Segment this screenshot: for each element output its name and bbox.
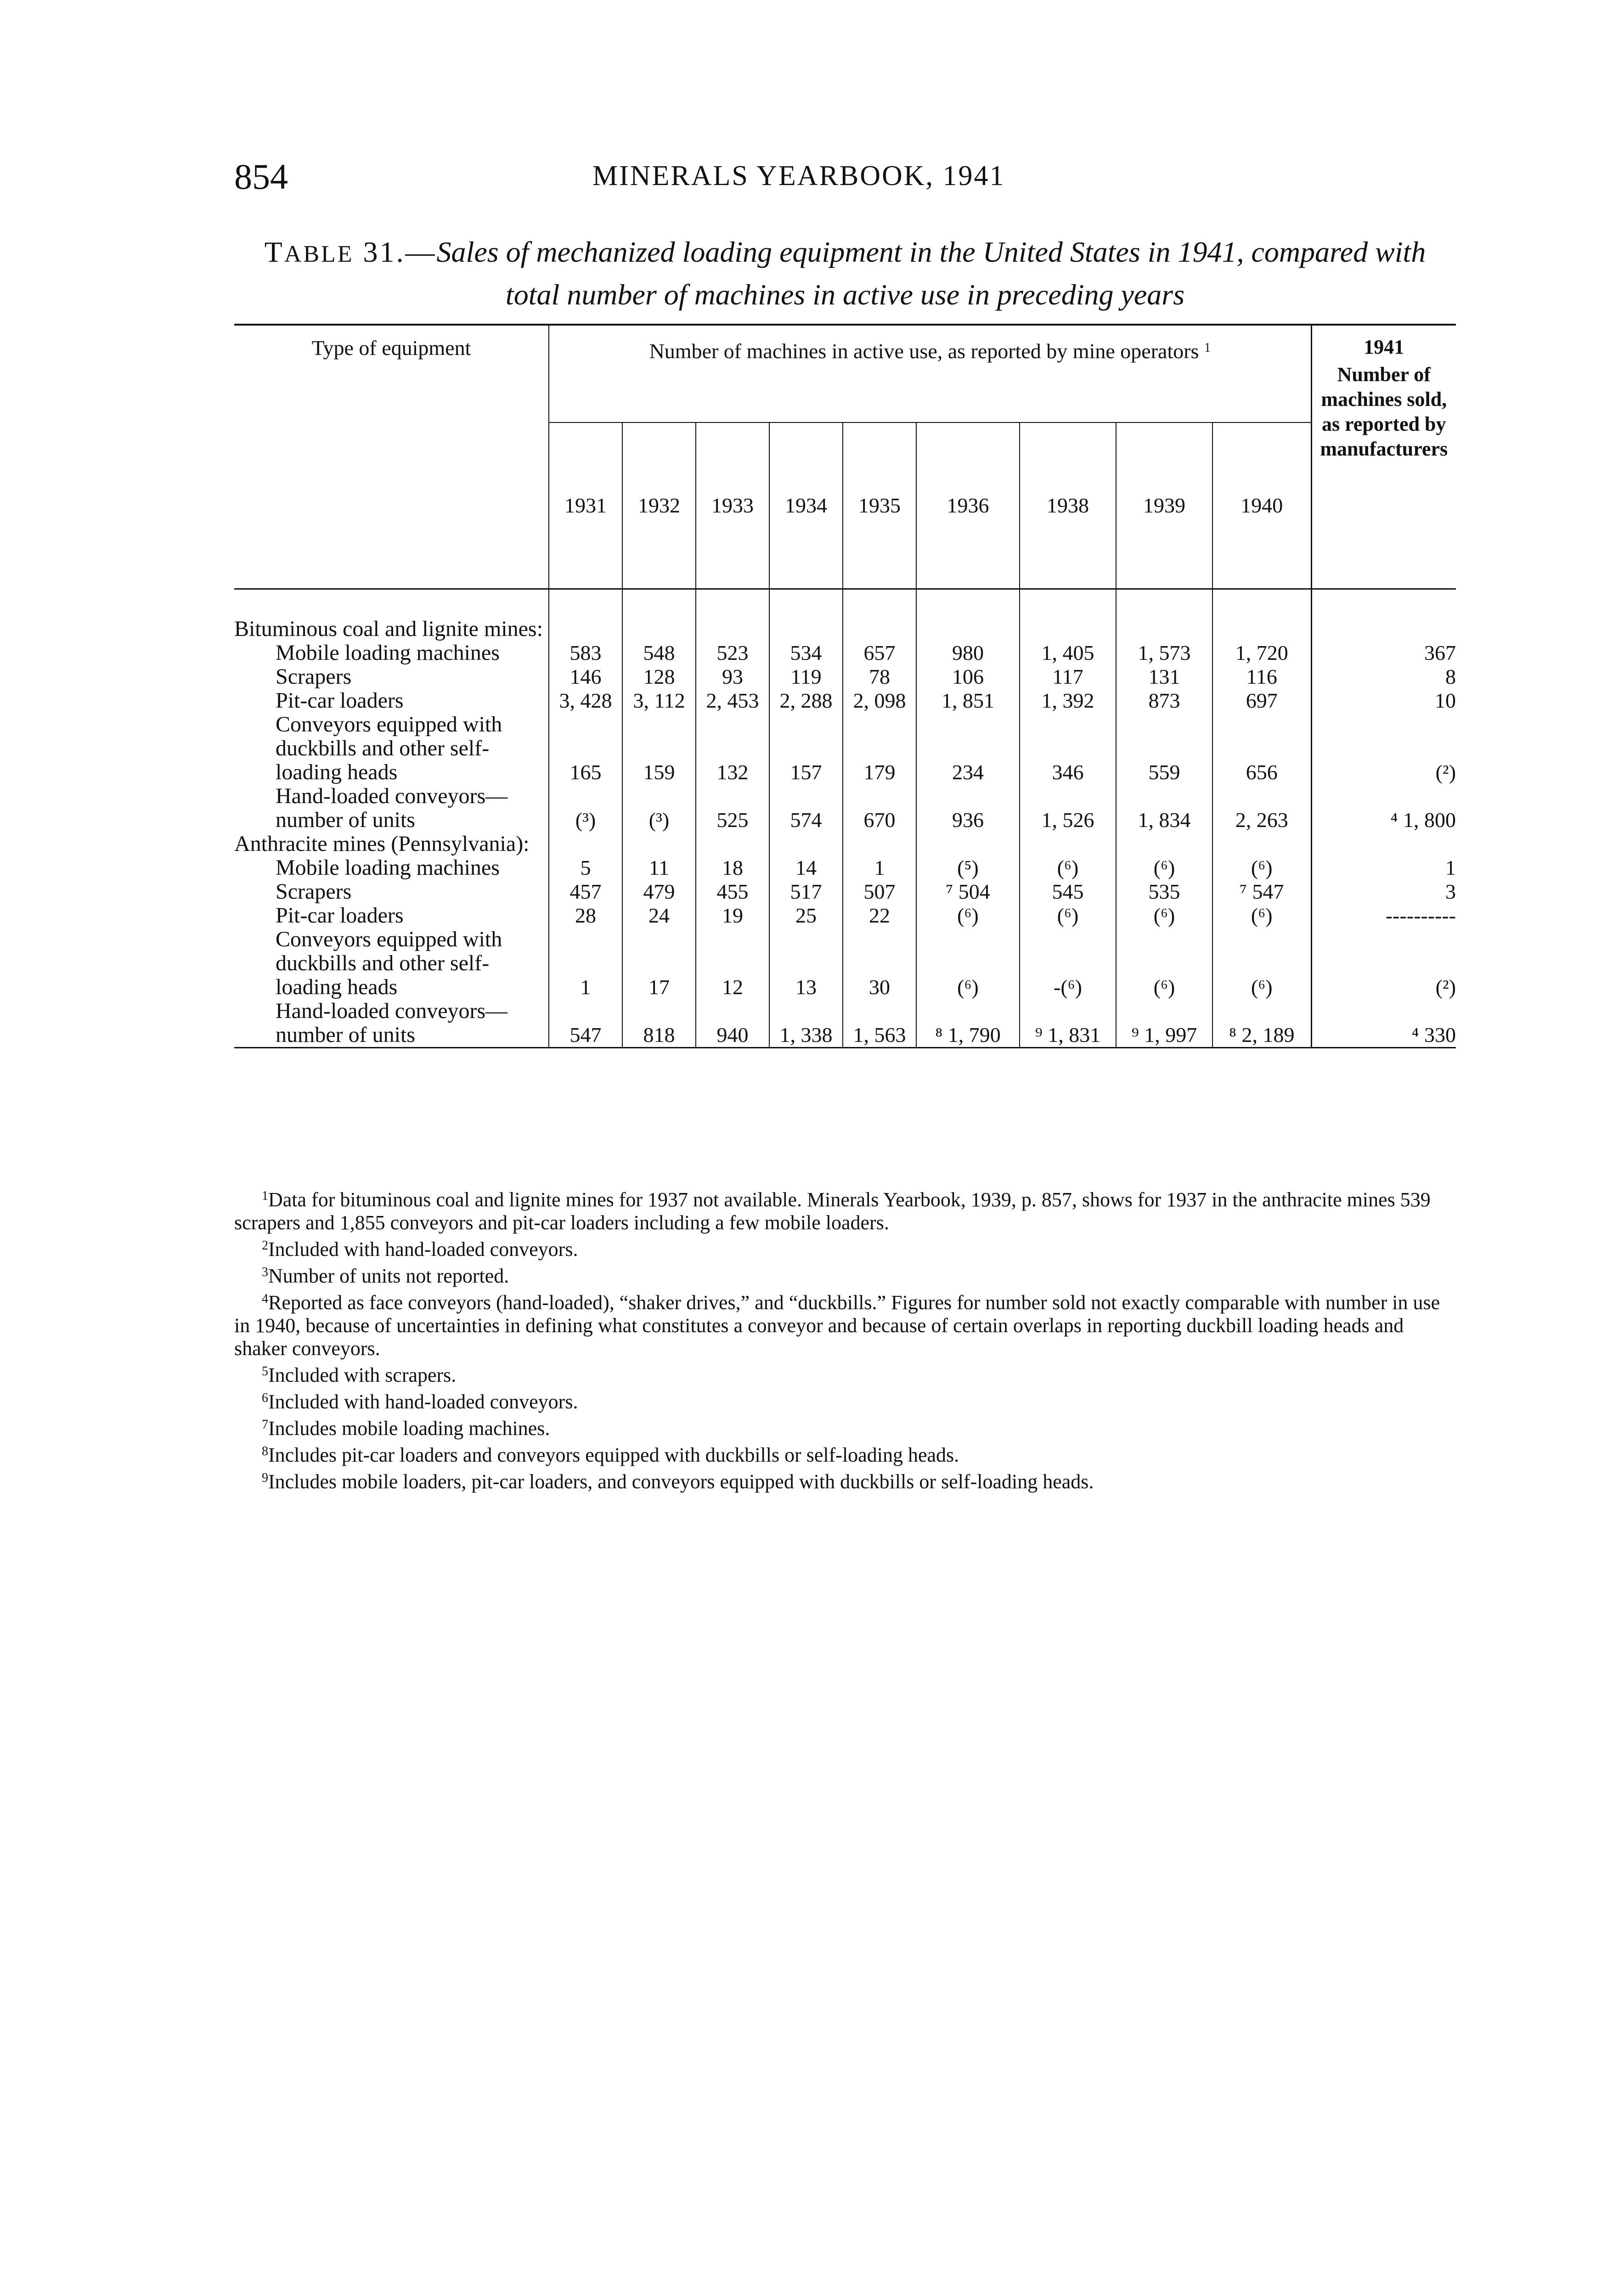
year-header-1936: 1936 <box>916 422 1020 589</box>
year-value-cell: 583 <box>549 641 622 665</box>
year-value-cell: 657 <box>843 641 916 665</box>
sold-1941-cell <box>1311 832 1456 856</box>
year-value-cell: 116 <box>1212 665 1311 689</box>
table-row <box>234 880 1456 904</box>
year-value-cell: 980 <box>916 641 1020 665</box>
year-value-cell: 2, 288 <box>769 689 843 713</box>
year-value-cell: 1, 338 <box>769 999 843 1048</box>
year-value-cell <box>696 832 769 856</box>
row-label: Conveyors equipped with duckbills and other self-loading heads <box>276 927 502 999</box>
year-value-cell: 19 <box>696 904 769 928</box>
year-value-cell <box>1020 617 1116 641</box>
footnote-7: $^7$Includes mobile loading machines. <box>262 1417 550 1440</box>
running-title: MINERALS YEARBOOK, 1941 <box>592 160 1005 191</box>
year-value-cell: (⁶) <box>1116 856 1212 880</box>
year-value-cell: 507 <box>843 880 916 904</box>
year-value-cell: 818 <box>622 999 696 1048</box>
year-value-cell: 165 <box>549 713 622 784</box>
year-value-cell: 517 <box>769 880 843 904</box>
year-value-cell: 17 <box>622 928 696 999</box>
year-value-cell: 547 <box>549 999 622 1048</box>
year-value-cell: 656 <box>1212 713 1311 784</box>
table-row <box>234 904 1456 928</box>
year-value-cell: 534 <box>769 641 843 665</box>
year-value-cell: 14 <box>769 856 843 880</box>
year-value-cell <box>769 617 843 641</box>
year-value-cell: 1, 573 <box>1116 641 1212 665</box>
year-value-cell: 5 <box>549 856 622 880</box>
table-row <box>234 713 1456 784</box>
row-label: Mobile loading machines <box>276 641 500 665</box>
year-value-cell: 119 <box>769 665 843 689</box>
year-value-cell: 11 <box>622 856 696 880</box>
year-value-cell: (⁶) <box>916 904 1020 928</box>
year-value-cell: 697 <box>1212 689 1311 713</box>
year-value-cell: 12 <box>696 928 769 999</box>
row-label: Hand-loaded conveyors—number of units <box>276 999 508 1047</box>
year-value-cell: 1, 405 <box>1020 641 1116 665</box>
year-value-cell: ⁹ 1, 831 <box>1020 999 1116 1048</box>
year-value-cell: 78 <box>843 665 916 689</box>
table-title: Sales of mechanized loading equipment in the United States in 1941, compared with total number of machines in active use in preceding years <box>436 236 1426 311</box>
row-label: Pit-car loaders <box>276 903 404 928</box>
year-value-cell: 457 <box>549 880 622 904</box>
year-value-cell: 3, 428 <box>549 689 622 713</box>
year-value-cell: ⁸ 2, 189 <box>1212 999 1311 1048</box>
sold-1941-cell: ---------- <box>1311 904 1456 928</box>
table-row <box>234 784 1456 832</box>
year-value-cell: (⁶) <box>1116 904 1212 928</box>
sold-1941-cell: (²) <box>1311 928 1456 999</box>
year-value-cell: (³) <box>549 784 622 832</box>
year-value-cell: 1 <box>843 856 916 880</box>
year-value-cell <box>1020 832 1116 856</box>
year-value-cell: 535 <box>1116 880 1212 904</box>
year-value-cell: (⁶) <box>1212 856 1311 880</box>
year-value-cell: ⁸ 1, 790 <box>916 999 1020 1048</box>
spacer-row <box>234 589 1456 618</box>
year-value-cell: 548 <box>622 641 696 665</box>
active-use-group-header: Number of machines in active use, as reported by mine operators $^1$ <box>549 325 1311 422</box>
year-value-cell: 1, 563 <box>843 999 916 1048</box>
year-value-cell: 24 <box>622 904 696 928</box>
year-value-cell: 146 <box>549 665 622 689</box>
year-value-cell: 234 <box>916 713 1020 784</box>
table-label: TABLE 31.— <box>264 236 437 268</box>
footnote-3: $^3$Number of units not reported. <box>262 1265 509 1287</box>
year-header-1933: 1933 <box>696 422 769 589</box>
page-number: 854 <box>234 157 288 197</box>
sold-1941-cell: (²) <box>1311 713 1456 784</box>
sold-1941-cell: 10 <box>1311 689 1456 713</box>
footnote-4: $^4$Reported as face conveyors (hand-loaded), “shaker drives,” and “duckbills.” Figures for number sold not exactly comparable with number in use in 1940, because of uncertainties in defining what constitutes a conveyor and because of certain overlaps in reporting duckbill loading heads and shaker conveyors. <box>234 1291 1440 1360</box>
year-value-cell: 1, 834 <box>1116 784 1212 832</box>
section-heading-row <box>234 832 1456 856</box>
year-value-cell: 179 <box>843 713 916 784</box>
row-label: Mobile loading machines <box>276 855 500 880</box>
year-value-cell: -(⁶) <box>1020 928 1116 999</box>
year-value-cell <box>549 832 622 856</box>
page-header <box>234 156 1456 202</box>
year-value-cell: 574 <box>769 784 843 832</box>
year-value-cell: 559 <box>1116 713 1212 784</box>
year-header-1935: 1935 <box>843 422 916 589</box>
year-value-cell <box>622 617 696 641</box>
year-value-cell: ⁹ 1, 997 <box>1116 999 1212 1048</box>
year-value-cell: 117 <box>1020 665 1116 689</box>
year-value-cell: 3, 112 <box>622 689 696 713</box>
year-value-cell: (⁶) <box>1212 928 1311 999</box>
year-value-cell: 30 <box>843 928 916 999</box>
year-value-cell: 25 <box>769 904 843 928</box>
sold-1941-cell: ⁴ 1, 800 <box>1311 784 1456 832</box>
footnote-1: $^1$Data for bituminous coal and lignite mines for 1937 not available. Minerals Yearbook, 1939, p. 857, shows for 1937 in the anthracite mines 539 scrapers and 1,855 conveyors and pit-car loaders including a few mobile loaders. <box>234 1188 1431 1234</box>
year-value-cell: 940 <box>696 999 769 1048</box>
year-value-cell: 18 <box>696 856 769 880</box>
year-value-cell <box>916 832 1020 856</box>
year-header-1932: 1932 <box>622 422 696 589</box>
sold-1941-cell: 1 <box>1311 856 1456 880</box>
year-value-cell: (⁶) <box>1116 928 1212 999</box>
year-value-cell <box>1212 832 1311 856</box>
row-label: Hand-loaded conveyors—number of units <box>276 784 508 832</box>
equipment-table <box>234 324 1456 1048</box>
year-value-cell: 157 <box>769 713 843 784</box>
table-row <box>234 928 1456 999</box>
table-row <box>234 641 1456 665</box>
year-value-cell: 1, 720 <box>1212 641 1311 665</box>
footnote-6: $^6$Included with hand-loaded conveyors. <box>262 1390 578 1413</box>
year-value-cell: (⁶) <box>1020 856 1116 880</box>
year-value-cell: 873 <box>1116 689 1212 713</box>
footnote-8: $^8$Includes pit-car loaders and conveyors equipped with duckbills or self-loading heads. <box>262 1444 959 1466</box>
row-label: Conveyors equipped with duckbills and other self-loading heads <box>276 712 502 784</box>
year-value-cell <box>916 617 1020 641</box>
year-value-cell: 479 <box>622 880 696 904</box>
year-header-1931: 1931 <box>549 422 622 589</box>
year-value-cell: (⁵) <box>916 856 1020 880</box>
year-value-cell: 1, 392 <box>1020 689 1116 713</box>
table-caption <box>234 232 1456 315</box>
year-value-cell: 132 <box>696 713 769 784</box>
section-heading: Bituminous coal and lignite mines: <box>234 617 543 641</box>
year-value-cell: 1, 526 <box>1020 784 1116 832</box>
year-value-cell: 346 <box>1020 713 1116 784</box>
table-row <box>234 689 1456 713</box>
year-value-cell: 131 <box>1116 665 1212 689</box>
footnote-5: $^5$Included with scrapers. <box>262 1364 457 1386</box>
table-body <box>234 589 1456 1048</box>
year-value-cell: ⁷ 504 <box>916 880 1020 904</box>
year-header-1939: 1939 <box>1116 422 1212 589</box>
year-value-cell: 2, 098 <box>843 689 916 713</box>
year-value-cell <box>1116 617 1212 641</box>
sold-1941-cell: ⁴ 330 <box>1311 999 1456 1048</box>
type-of-equipment-header: Type of equipment <box>311 336 471 360</box>
table-row <box>234 856 1456 880</box>
year-value-cell <box>843 617 916 641</box>
year-value-cell <box>696 617 769 641</box>
year-value-cell: 13 <box>769 928 843 999</box>
sold-1941-cell: 3 <box>1311 880 1456 904</box>
year-value-cell <box>1212 617 1311 641</box>
table-container <box>234 324 1456 1048</box>
year-header-1938: 1938 <box>1020 422 1116 589</box>
year-value-cell: 28 <box>549 904 622 928</box>
section-heading-row <box>234 617 1456 641</box>
year-value-cell: (⁶) <box>1020 904 1116 928</box>
year-value-cell: 2, 263 <box>1212 784 1311 832</box>
sold-1941-cell <box>1311 617 1456 641</box>
year-header-1940: 1940 <box>1212 422 1311 589</box>
year-value-cell: (⁶) <box>916 928 1020 999</box>
year-value-cell: 525 <box>696 784 769 832</box>
row-label: Scrapers <box>276 879 352 904</box>
year-value-cell <box>1116 832 1212 856</box>
year-value-cell <box>843 832 916 856</box>
table-row <box>234 665 1456 689</box>
year-value-cell: 159 <box>622 713 696 784</box>
year-value-cell <box>769 832 843 856</box>
table-row <box>234 999 1456 1048</box>
year-value-cell: 22 <box>843 904 916 928</box>
year-value-cell: 455 <box>696 880 769 904</box>
year-value-cell: 670 <box>843 784 916 832</box>
year-value-cell <box>622 832 696 856</box>
footnote-9: $^9$Includes mobile loaders, pit-car loaders, and conveyors equipped with duckbills or self-loading heads. <box>262 1470 1094 1493</box>
section-heading: Anthracite mines (Pennsylvania): <box>234 832 530 856</box>
footnote-2: $^2$Included with hand-loaded conveyors. <box>262 1238 578 1261</box>
year-value-cell: 106 <box>916 665 1020 689</box>
row-label: Pit-car loaders <box>276 688 404 713</box>
year-value-cell: 128 <box>622 665 696 689</box>
year-value-cell: (³) <box>622 784 696 832</box>
year-value-cell: 2, 453 <box>696 689 769 713</box>
row-label: Scrapers <box>276 664 352 689</box>
sold-1941-cell: 8 <box>1311 665 1456 689</box>
year-value-cell: 545 <box>1020 880 1116 904</box>
sold-1941-cell: 367 <box>1311 641 1456 665</box>
year-header-1934: 1934 <box>769 422 843 589</box>
year-value-cell <box>549 617 622 641</box>
year-value-cell: 1 <box>549 928 622 999</box>
year-value-cell: 1, 851 <box>916 689 1020 713</box>
sold-1941-header: 1941 Number of machines sold, as reported by manufacturers <box>1311 325 1456 589</box>
footnotes <box>234 1185 1456 1493</box>
year-value-cell: 936 <box>916 784 1020 832</box>
year-value-cell: 523 <box>696 641 769 665</box>
year-value-cell: 93 <box>696 665 769 689</box>
year-value-cell: ⁷ 547 <box>1212 880 1311 904</box>
year-value-cell: (⁶) <box>1212 904 1311 928</box>
